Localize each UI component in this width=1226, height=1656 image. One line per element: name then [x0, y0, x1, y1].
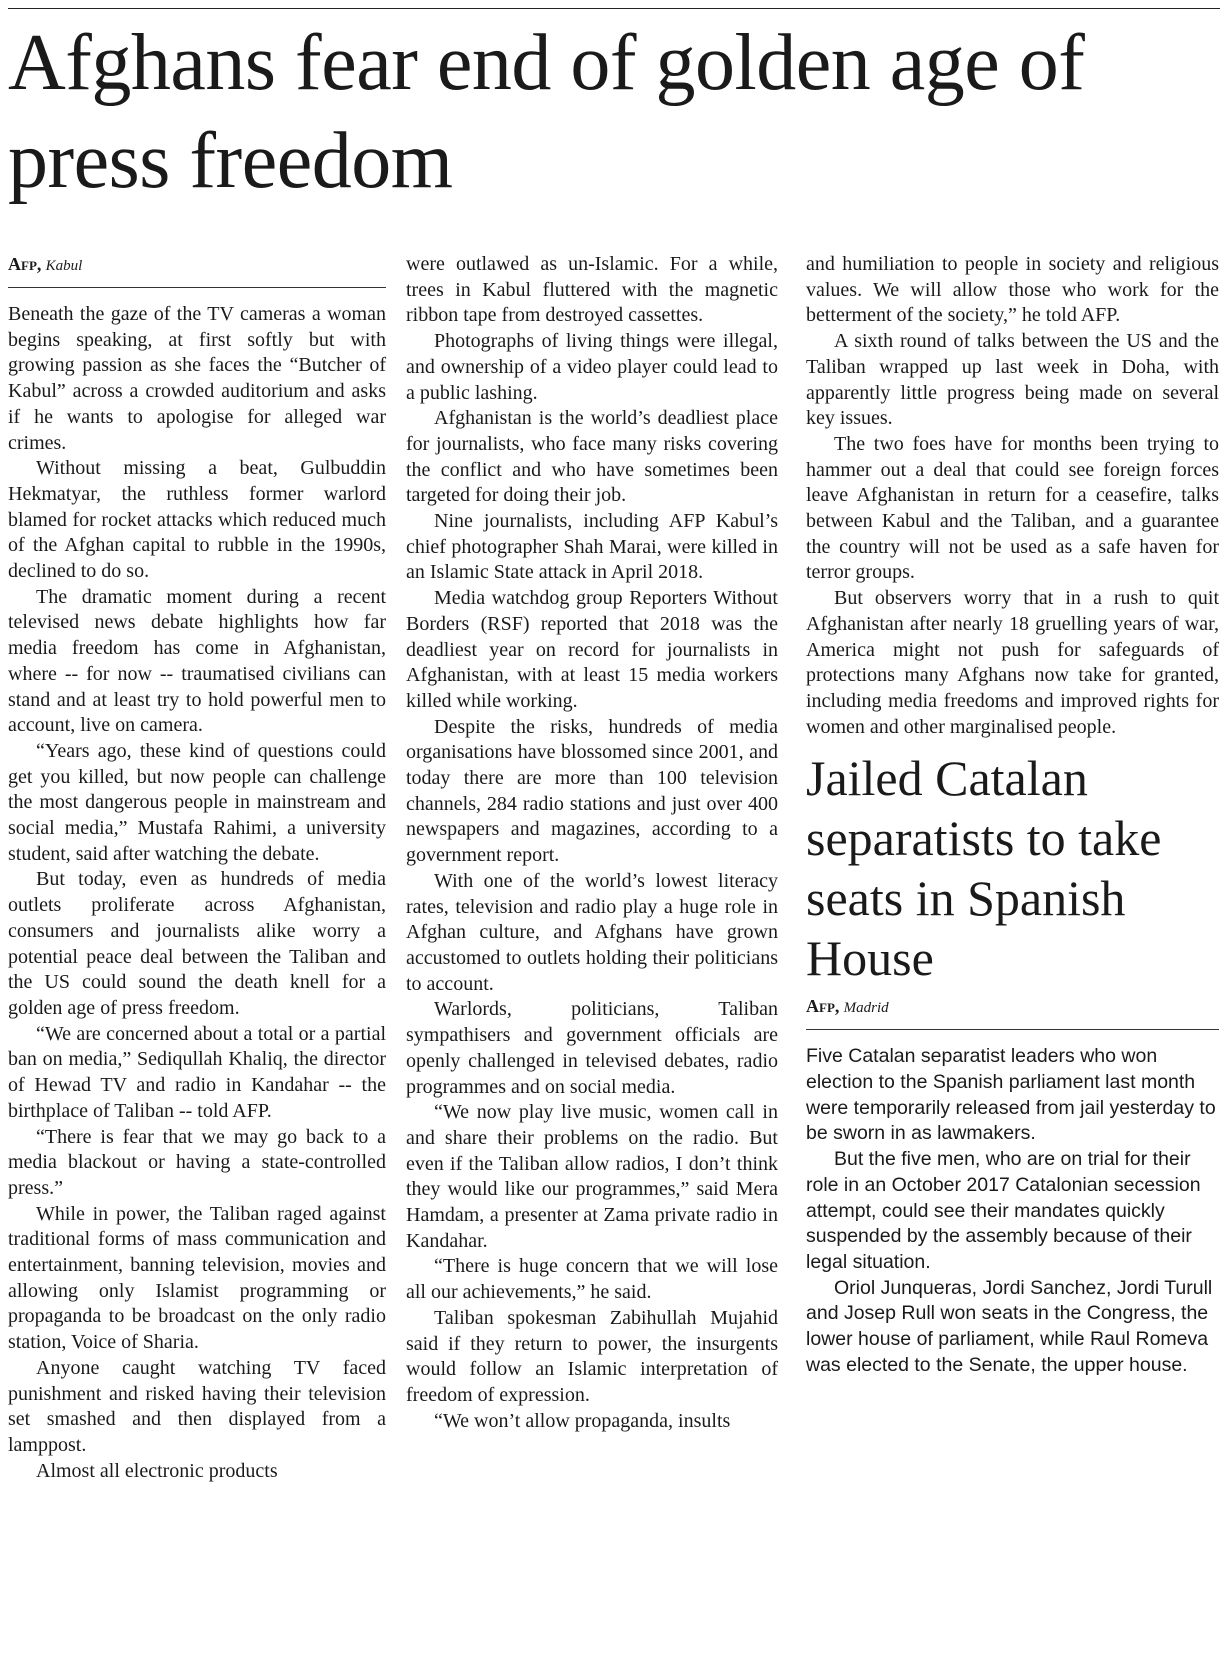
paragraph: Anyone caught watching TV faced punishment and risked having their television set smashed and then displayed from a lamppost.	[8, 1356, 386, 1456]
paragraph: But the five men, who are on trial for their role in an October 2017 Catalonian secession attempt, could see their mandates quickly suspended by the assembly because of their legal situation.	[806, 1148, 1201, 1273]
top-rule	[8, 8, 1220, 9]
paragraph: Almost all electronic products	[36, 1459, 278, 1482]
article-column-2	[406, 252, 778, 1434]
paragraph: A sixth round of talks between the US and the Taliban wrapped up last week in Doha, with apparently little progress being made on several key issues.	[806, 330, 1219, 430]
paragraph: were outlawed as un-Islamic. For a while, trees in Kabul fluttered with the magnetic ribbon tape from destroyed cassettes.	[406, 253, 778, 327]
paragraph: “We are concerned about a total or a partial ban on media,” Sediqullah Khaliq, the director of Hewad TV and radio in Kandahar -- the birthplace of Taliban -- told AFP.	[8, 1022, 386, 1122]
paragraph: “We now play live music, women call in and share their problems on the radio. But even if the Taliban allow radios, I don’t think they would like our programmes,” said Mera Hamdam, a presenter at Zama private radio in Kandahar.	[406, 1101, 778, 1252]
paragraph: and humiliation to people in society and religious values. We will allow those who work for the betterment of the society,” he told AFP.	[806, 253, 1219, 327]
paragraph: The two foes have for months been trying to hammer out a deal that could see foreign forces leave Afghanistan in return for a ceasefire, talks between Kabul and the Taliban, and a guarantee the country will not be used as a safe haven for terror groups.	[806, 432, 1219, 584]
paragraph: “We won’t allow propaganda, insults	[434, 1409, 731, 1432]
paragraph: Despite the risks, hundreds of media organisations have blossomed since 2001, and today there are more than 100 television channels, 284 radio stations and just over 400 newspapers and magazines, according to a government report.	[406, 715, 778, 867]
secondary-dateline	[806, 994, 1219, 1030]
paragraph: Beneath the gaze of the TV cameras a woman begins speaking, at first softly but with growing passion as she faces the “Butcher of Kabul” across a crowded auditorium and asks if he wants to apologise for alleged war crimes.	[8, 303, 386, 454]
dateline-place: Kabul	[45, 258, 83, 274]
paragraph: Photographs of living things were illegal, and ownership of a video player could lead to a public lashing.	[406, 330, 778, 404]
paragraph: With one of the world’s lowest literacy rates, television and radio play a huge role in Afghan culture, and Afghans have grown accustomed to outlets holding their politicians to account.	[406, 869, 778, 995]
article-column-1	[8, 252, 386, 1484]
paragraph: Warlords, politicians, Taliban sympathisers and government officials are openly challenged in televised debates, radio programmes and on social media.	[406, 998, 778, 1098]
paragraph: But observers worry that in a rush to quit Afghanistan after nearly 18 gruelling years of war, America might not push for safeguards of protections many Afghans now take for granted, including media freedoms and improved rights for women and other marginalised people.	[806, 587, 1219, 738]
paragraph: Nine journalists, including AFP Kabul’s chief photographer Shah Marai, were killed in an Islamic State attack in April 2018.	[406, 510, 778, 584]
paragraph: Taliban spokesman Zabihullah Mujahid said if they return to power, the insurgents would follow an Islamic interpretation of freedom of expression.	[406, 1306, 778, 1406]
paragraph: Oriol Junqueras, Jordi Sanchez, Jordi Turull and Josep Rull won seats in the Congress, the lower house of parliament, while Raul Romeva was elected to the Senate, the upper house.	[806, 1276, 1213, 1376]
secondary-story	[806, 748, 1219, 1378]
paragraph: Without missing a beat, Gulbuddin Hekmatyar, the ruthless former warlord blamed for rocket attacks which reduced much of the Afghan capital to rubble in the 1990s, declined to do so.	[8, 457, 386, 583]
dateline-place: Madrid	[843, 1000, 889, 1017]
article-column-3	[806, 252, 1219, 1379]
paragraph: “There is huge concern that we will lose all our achievements,” he said.	[406, 1255, 778, 1304]
paragraph: Five Catalan separatist leaders who won election to the Spanish parliament last month were temporarily released from jail yesterday to be sworn in as lawmakers.	[806, 1045, 1216, 1145]
dateline-agency: Afp,	[806, 996, 840, 1017]
paragraph: “There is fear that we may go back to a media blackout or having a state-controlled press.”	[8, 1125, 386, 1199]
paragraph: The dramatic moment during a recent televised news debate highlights how far media freedom has come in Afghanistan, where -- for now -- traumatised civilians can stand and at least try to hold powerful men to account, live on camera.	[8, 585, 386, 737]
secondary-headline: Jailed Catalan separatists to take seats in Spanish House	[806, 750, 1162, 987]
paragraph: Afghanistan is the world’s deadliest place for journalists, who face many risks covering the conflict and who have sometimes been targeted for doing their job.	[406, 407, 778, 507]
article-dateline	[8, 252, 386, 288]
paragraph: But today, even as hundreds of media outlets proliferate across Afghanistan, consumers and journalists alike worry a potential peace deal between the Taliban and the US could sound the death knell for a golden age of press freedom.	[8, 868, 386, 1019]
main-headline: Afghans fear end of golden age of press freedom	[8, 19, 1085, 205]
dateline-agency: Afp,	[8, 254, 42, 274]
paragraph: Media watchdog group Reporters Without Borders (RSF) reported that 2018 was the deadliest year on record for journalists in Afghanistan, with at least 15 media workers killed while working.	[406, 587, 778, 712]
paragraph: “Years ago, these kind of questions could get you killed, but now people can challenge the most dangerous people in mainstream and social media,” Mustafa Rahimi, a university student, said after watching the debate.	[8, 739, 386, 865]
paragraph: While in power, the Taliban raged against traditional forms of mass communication and entertainment, banning television, movies and allowing only Islamist programming or propaganda to be broadcast on the only radio station, Voice of Sharia.	[8, 1202, 386, 1354]
